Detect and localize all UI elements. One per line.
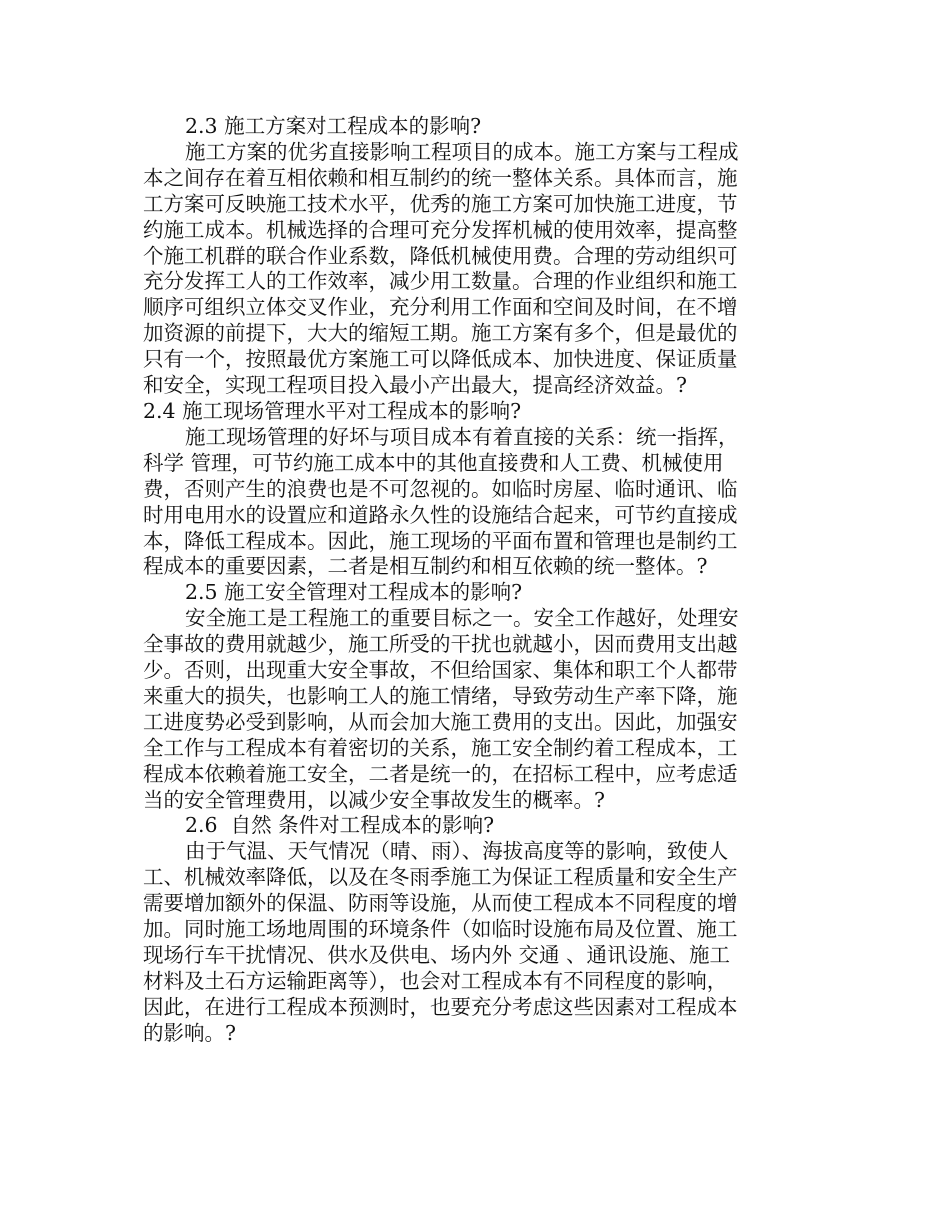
section-paragraph-2-3: 施工方案的优劣直接影响工程项目的成本。施工方案与工程成本之间存在着互相依赖和相互制约的统一整体关系。具体而言，施工方案可反映施工技术水平，优秀的施工方案可加快施工进度，节约施工成本。机械选择的合理可充分发挥机械的使用效率，提高整个施工机群的联合作业系数，降低机械使用费。合理的劳动组织可充分发挥工人的工作效率，减少用工数量。合理的作业组织和施工顺序可组织立体交叉作业，充分利用工作面和空间及时间，在不增加资源的前提下，大大的缩短工期。施工方案有多个，但是最优的只有一个，按照最优方案施工可以降低成本、加快进度、保证质量和安全，实现工程项目投入最小产出最大，提高经济效益。? 2.4 施工现场管理水平对工程成本的影响? [143,139,766,423]
section-heading-2-5: 2.5 施工安全管理对工程成本的影响? [185,580,523,605]
section-paragraph-2-4: 施工现场管理的好坏与项目成本有着直接的关系：统一指挥， 科学 管理，可节约施工成本中的其他直接费和人工费、机械使用费，否则产生的浪费也是不可忽视的。如临时房屋、临时通讯、临时用电用水的设置应和道路永久性的设施结合起来，可节约直接成本，降低工程成本。因此，施工现场的平面布置和管理也是制约工程成本的重要因素，二者是相互制约和相互依赖的统一整体。? [143,424,746,579]
document-body [143,114,766,1047]
section-heading-2-6: 2.6 自然 条件对工程成本的影响? [185,813,495,838]
section-paragraph-2-5: 安全施工是工程施工的重要目标之一。安全工作越好，处理安全事故的费用就越少，施工所受的干扰也就越小，因而费用支出越少。否则，出现重大安全事故，不但给国家、集体和职工个人都带来重大的损失，也影响工人的施工情绪，导致劳动生产率下降，施工进度势必受到影响，从而会加大施工费用的支出。因此，加强安全工作与工程成本有着密切的关系，施工安全制约着工程成本，工程成本依赖着施工安全，二者是统一的，在招标工程中，应考虑适当的安全管理费用，以减少安全事故发生的概率。? [143,606,739,812]
section-heading-2-3: 2.3 施工方案对工程成本的影响? [185,114,482,138]
section-paragraph-2-6: 由于气温、天气情况（晴、雨）、海拔高度等的影响，致使人工、机械效率降低，以及在冬雨季施工为保证工程质量和安全生产需要增加额外的保温、防雨等设施，从而使工程成本不同程度的增加。同时施工场地周围的环境条件（如临时设施布局及位置、施工现场行车干扰情况、供水及供电、场内外 交通 、通讯设施、施工材料及土石方运输距离等），也会对工程成本有不同程度的影响，因此，在进行工程成本预测时，也要充分考虑这些因素对工程成本的影响。? [143,839,738,1045]
